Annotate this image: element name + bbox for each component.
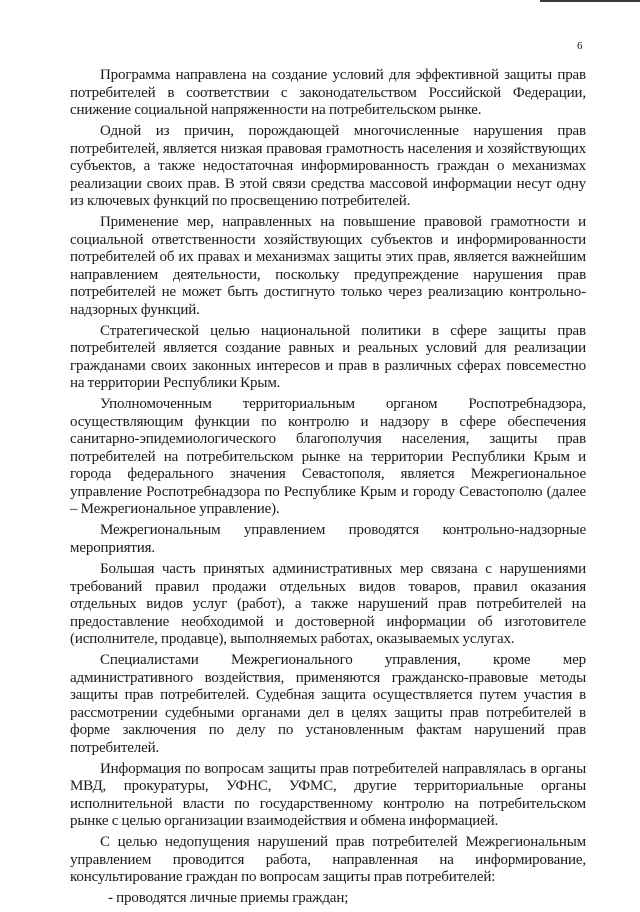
paragraph-consulting-work: С целью недопущения нарушений прав потребителей Межрегиональным управлением проводится работа, направленная на информирование, консультирование граждан по вопросам защиты прав потребителей: [70,834,586,886]
paragraph-strategic-goal: Стратегической целью национальной политики в сфере защиты прав потребителей является создание равных и реальных условий для реализации гражданами своих законных интересов и прав в различных сферах повсеместно на территории Республики Крым. [70,322,586,392]
list-item-personal-receptions: - проводятся личные приемы граждан; [108,890,349,907]
paragraph-program-purpose: Программа направлена на создание условий для эффективной защиты прав потребителей в соответствии с законодательством Российской Федерации, снижение социальной напряженности на потребительском рынке. [70,67,586,118]
scan-edge-mark [540,0,640,2]
paragraph-authorized-body: Уполномоченным территориальным органом Роспотребнадзора, осуществляющим функции по контролю и надзору в сфере обеспечения санитарно-эпидемиологического благополучия населения, защиты прав потребителей на потребительском рынке на территории Республики Крым и города федерального значения Севастополя, является Межрегиональное управление Роспотребнадзора по Республике Крым и городу Севастополю (далее – Межрегиональное управление). [70,396,586,518]
paragraph-inspections: Межрегиональным управлением проводятся контрольно-надзорные мероприятия. [70,522,586,556]
document-body [70,67,586,912]
paragraph-information-exchange: Информация по вопросам защиты прав потребителей направлялась в органы МВД, прокуратуры, УФНС, УФМС, другие территориальные органы исполнительной власти по государственному контролю на потребительском рынке с целью организации взаимодействия и обмена информацией. [70,760,586,830]
page-number: 6 [577,40,583,52]
paragraph-legal-literacy: Применение мер, направленных на повышение правовой грамотности и социальной ответственности хозяйствующих субъектов и информированности потребителей об их правах и механизмах защиты этих прав, является важнейшим направлением деятельности, поскольку предупреждение нарушения прав потребителей не может быть достигнуто только через реализацию контрольно-надзорных функций. [70,214,586,318]
paragraph-violation-causes: Одной из причин, порождающей многочисленные нарушения прав потребителей, является низкая правовая грамотность населения и хозяйствующих субъектов, а также недостаточная информированность граждан о механизмах реализации своих прав. В этой связи средства массовой информации несут одну из ключевых функций по просвещению потребителей. [70,123,586,210]
paragraph-administrative-measures: Большая часть принятых административных мер связана с нарушениями требований правил продажи отдельных видов товаров, правил оказания отдельных видов услуг (работ), а также нарушений прав потребителей на предоставление необходимой и достоверной информации об изготовителе (исполнителе, продавце), выполняемых работах, оказываемых услугах. [70,561,586,648]
paragraph-civil-methods: Специалистами Межрегионального управления, кроме мер административного воздействия, применяются гражданско-правовые методы защиты прав потребителей. Судебная защита осуществляется путем участия в рассмотрении судебными органами дел в целях защиты прав потребителей в форме заключения по делу по установленным фактам нарушений прав потребителей. [70,652,586,756]
